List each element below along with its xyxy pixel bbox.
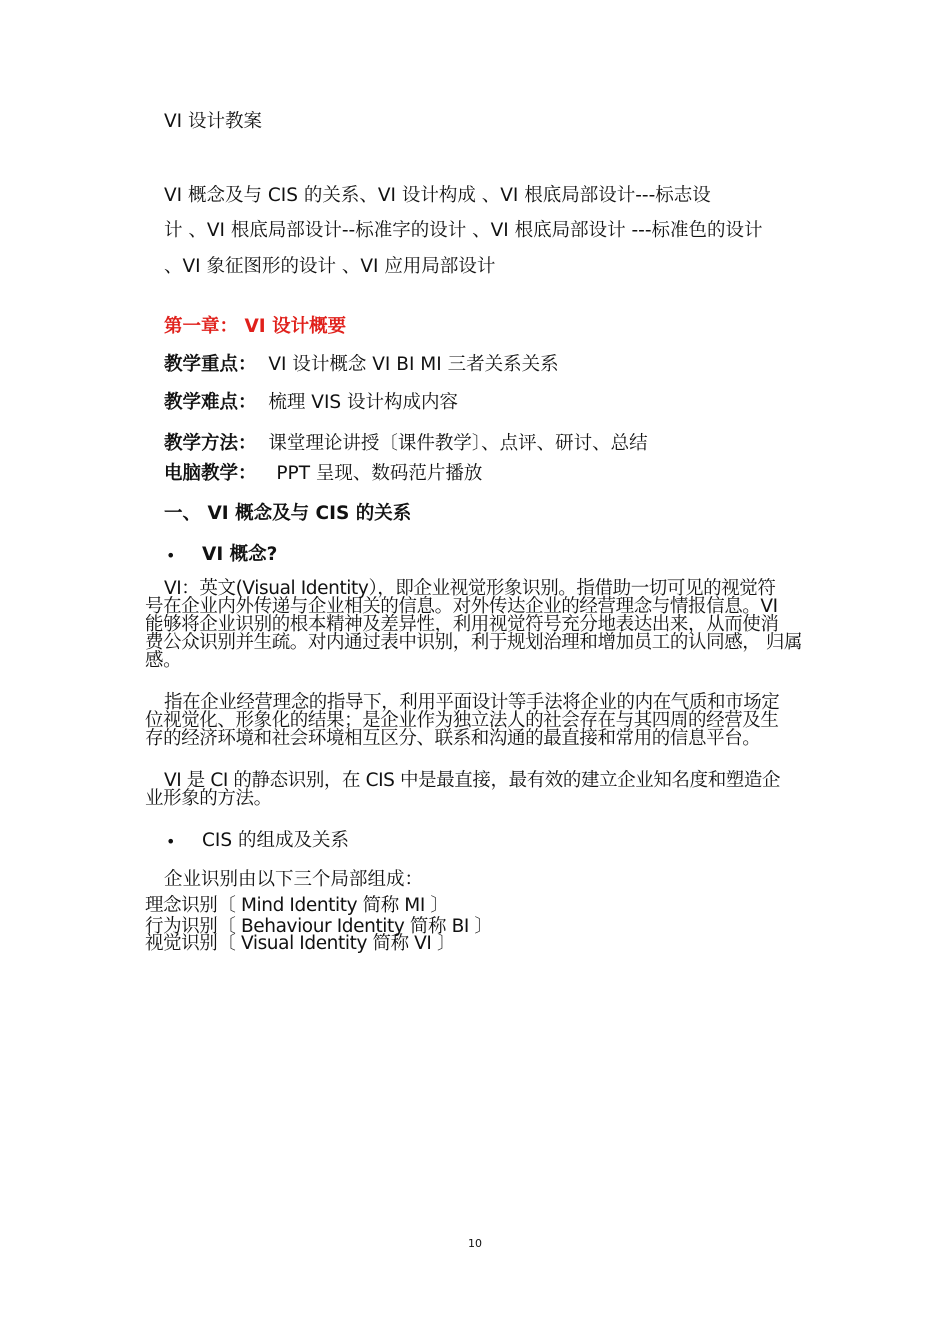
- page-number: 10: [468, 1237, 482, 1250]
- para2-line: 位视觉化、形象化的结果；是企业作为独立法人的社会存在与其四周的经营及生: [145, 710, 779, 731]
- method-value: 课堂理论讲授〔课件教学〕、点评、研讨、总结: [268, 433, 648, 454]
- difficulty-value: 梳理 VIS 设计构成内容: [268, 392, 459, 413]
- method-label: 教学方法：: [164, 433, 257, 454]
- para1-line: VI：英文(Visual Identity），即企业视觉形象识别。指借助一切可见的视觉符: [164, 578, 776, 599]
- key-point-row: [164, 356, 559, 375]
- bullet-heading: CIS 的组成及关系: [202, 830, 349, 851]
- para1-line: 能够将企业识别的根本精神及差异性，利用视觉符号充分地表达出来，从而使消: [145, 614, 779, 635]
- computer-row: [164, 465, 482, 484]
- doc-title: VI 设计教案: [164, 111, 262, 132]
- bullet-dot: •: [166, 546, 176, 565]
- method-row: [164, 435, 648, 454]
- key-point-value: VI 设计概念 VI BI MI 三者关系关系: [268, 354, 559, 375]
- para1-line: 费公众识别并生疏。对内通过表中识别，利于规划治理和增加员工的认同感， 归属: [145, 632, 803, 653]
- difficulty-row: [164, 394, 458, 413]
- para1-line: 感。: [145, 650, 182, 671]
- bullet-dot: •: [166, 832, 176, 851]
- chapter-title: 第一章： VI 设计概要: [164, 316, 347, 337]
- component-item: 行为识别〔 Behaviour Identity 简称 BI 〕: [145, 916, 493, 937]
- para3-line: VI 是 CI 的静态识别，在 CIS 中是最直接，最有效的建立企业知名度和塑造企: [164, 770, 781, 791]
- key-point-label: 教学重点：: [164, 354, 257, 375]
- overview-line: VI 概念及与 CIS 的关系、VI 设计构成 、VI 根底局部设计---标志设: [164, 185, 711, 206]
- computer-value: PPT 呈现、数码范片播放: [276, 463, 483, 484]
- overview-line: 计 、VI 根底局部设计--标准字的设计 、VI 根底局部设计 ---标准色的设计: [164, 220, 763, 241]
- section-title: 一、 VI 概念及与 CIS 的关系: [164, 503, 412, 524]
- difficulty-label: 教学难点：: [164, 392, 257, 413]
- para2-line: 指在企业经营理念的指导下，利用平面设计等手法将企业的内在气质和市场定: [164, 692, 780, 713]
- para1-line: 号在企业内外传递与企业相关的信息。对外传达企业的经营理念与情报信息。VI: [145, 596, 778, 617]
- computer-label: 电脑教学：: [164, 463, 257, 484]
- composition-intro: 企业识别由以下三个局部组成：: [164, 869, 424, 890]
- component-item: 理念识别〔 Mind Identity 简称 MI 〕: [145, 895, 449, 916]
- para3-line: 业形象的方法。: [145, 788, 272, 809]
- para2-line: 存的经济环境和社会环境相互区分、联系和沟通的最直接和常用的信息平台。: [145, 728, 761, 749]
- overview-line: 、VI 象征图形的设计 、VI 应用局部设计: [164, 256, 496, 277]
- component-item: 视觉识别〔 Visual Identity 简称 VI 〕: [145, 933, 456, 954]
- bullet-heading: VI 概念?: [202, 544, 278, 565]
